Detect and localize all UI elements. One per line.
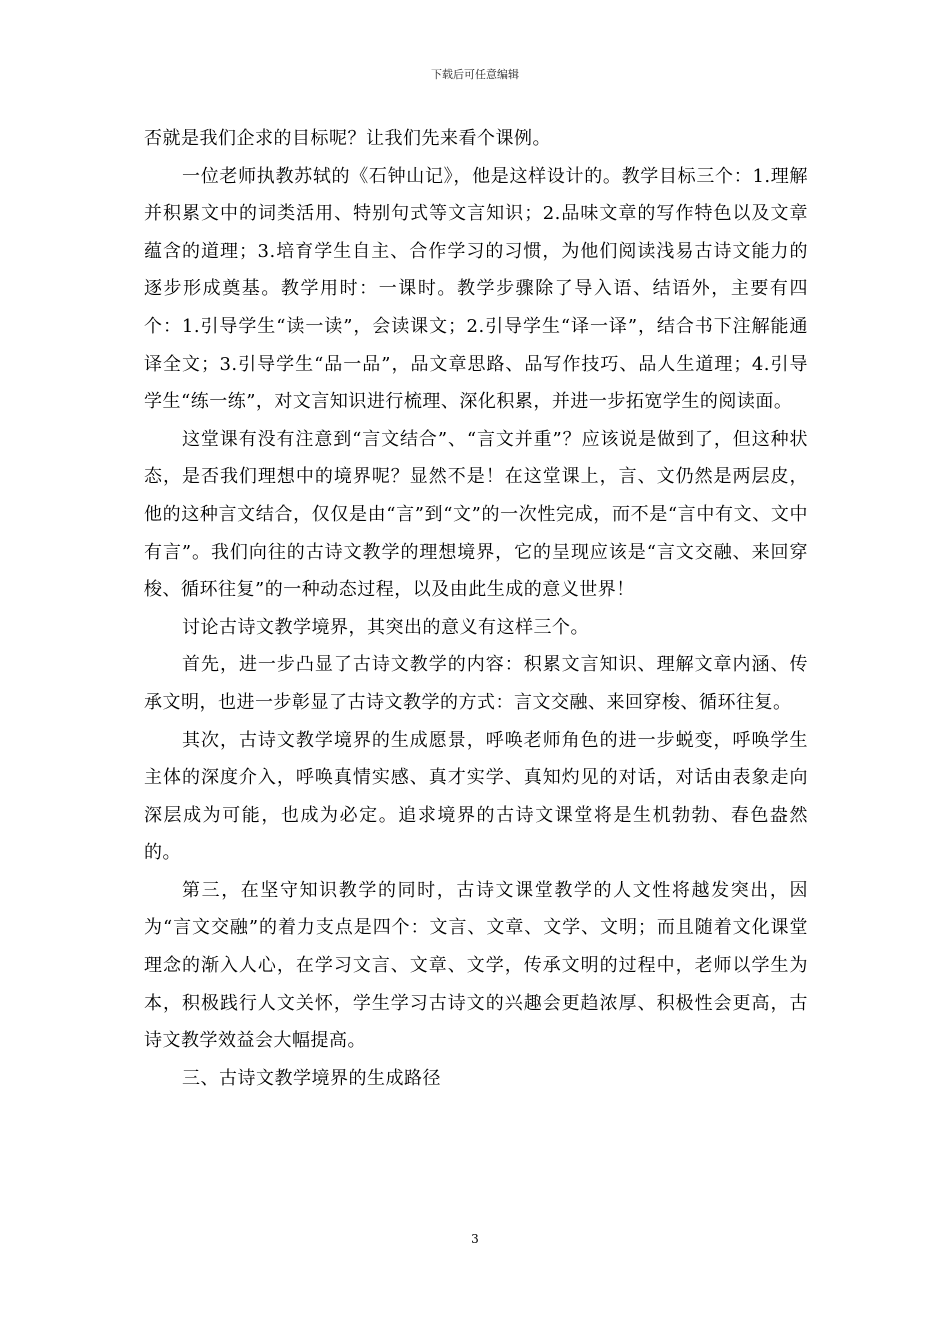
paragraph-continuation: 否就是我们企求的目标呢？让我们先来看个课例。 [144, 128, 551, 149]
paragraph-analysis: 这堂课有没有注意到“言文结合”、“言文并重”？应该说是做到了，但这种状态，是否我们理想中的境界呢？显然不是！在这堂课上，言、文仍然是两层皮，他的这种言文结合，仅仅是由“言”到“文”的一次性完成，而不是“言中有文、文中有言”。我们向往的古诗文教学的理想境界，它的呈现应该是“言文交融、来回穿梭、循环往复”的一种动态过程，以及由此生成的意义世界！ [144, 428, 808, 601]
paragraph-first-point: 首先，进一步凸显了古诗文教学的内容：积累文言知识、理解文章内涵、传承文明，也进一步彰显了古诗文教学的方式：言文交融、来回穿梭、循环往复。 [144, 654, 808, 713]
paragraph-lesson-example: 一位老师执教苏轼的《石钟山记》，他是这样设计的。教学目标三个：1.理解并积累文中的词类活用、特别句式等文言知识；2.品味文章的写作特色以及文章蕴含的道理；3.培育学生自主、合作学习的习惯，为他们阅读浅易古诗文能力的逐步形成奠基。教学用时：一课时。教学步骤除了导入语、结语外，主要有四个：1.引导学生“读一读”，会读课文；2.引导学生“译一译”，结合书下注解能通译全文；3.引导学生“品一品”，品文章思路、品写作技巧、品人生道理；4.引导学生“练一练”，对文言知识进行梳理、深化积累，并进一步拓宽学生的阅读面。 [144, 165, 808, 413]
paragraph-significance-intro: 讨论古诗文教学境界，其突出的意义有这样三个。 [182, 616, 589, 638]
paragraph-second-point: 其次，古诗文教学境界的生成愿景，呼唤老师角色的进一步蜕变，呼唤学生主体的深度介入，呼唤真情实感、真才实学、真知灼见的对话，对话由表象走向深层成为可能，也成为必定。追求境界的古诗文课堂将是生机勃勃、春色盎然的。 [144, 729, 808, 864]
document-body [144, 120, 808, 1097]
page-header: 下载后可任意编辑 [431, 68, 519, 81]
section-heading: 三、古诗文教学境界的生成路径 [182, 1067, 441, 1089]
paragraph-third-point: 第三，在坚守知识教学的同时，古诗文课堂教学的人文性将越发突出，因为“言文交融”的着力支点是四个：文言、文章、文学、文明；而且随着文化课堂理念的渐入人心，在学习文言、文章、文学，传承文明的过程中，老师以学生为本，积极践行人文关怀，学生学习古诗文的兴趣会更趋浓厚、积极性会更高，古诗文教学效益会大幅提高。 [144, 879, 808, 1052]
page-number: 3 [471, 1232, 479, 1246]
